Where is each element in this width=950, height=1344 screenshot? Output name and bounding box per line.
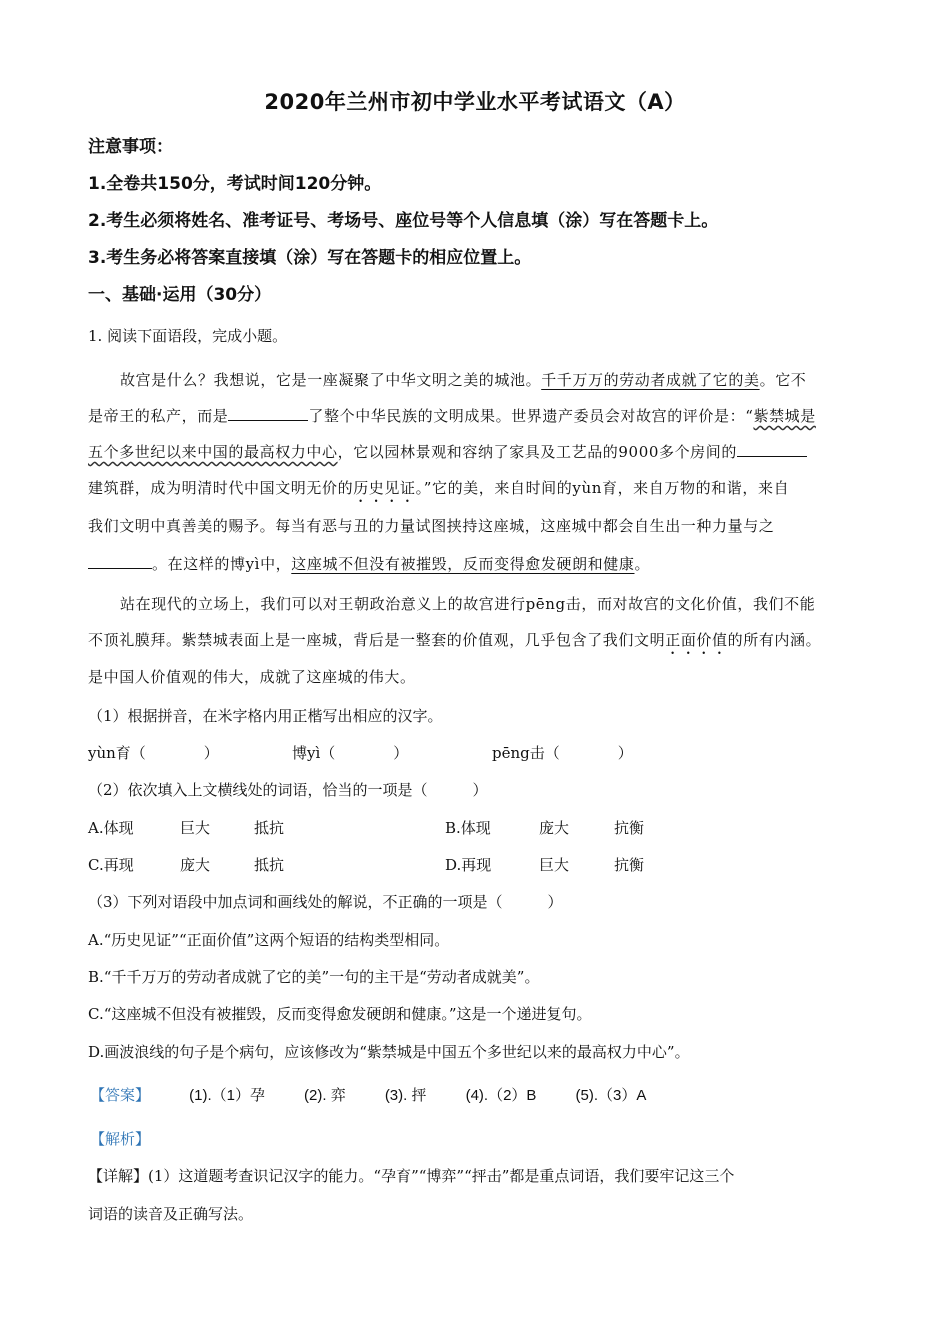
answer-tag: 【答案】 [90,1086,151,1104]
pinyin-item [292,742,408,763]
passage-text: 。 [634,555,651,573]
underlined-sentence: 千千万万的劳动者成就了它的美 [541,371,760,389]
subquestion-prompt: （1）根据拼音，在米字格内用正楷写出相应的汉字。 [88,707,443,725]
passage-text: ，它以园林景观和容纳了家具及工艺品的9000多个房间的 [337,443,737,461]
passage-text: 的所有内涵。 [727,631,822,649]
wavy-sentence: 五个多世纪以来中国的最高权力中心 [88,443,338,461]
page-title: 2020年兰州市初中学业水平考试语文（A） [264,90,686,114]
option-d-word3: 抗衡 [614,856,645,874]
pinyin-close: ） [617,744,633,762]
dotted-word: 正面价值 [665,631,728,649]
pinyin-item [492,742,633,763]
fill-blank [737,442,807,457]
option-d: D.画波浪线的句子是个病句，应该修改为“紫禁城是中国五个多世纪以来的最高权力中心”。 [88,1043,690,1061]
passage-text: 。在这样的博yì中， [152,555,292,573]
subquestion-prompt: （3）下列对语段中加点词和画线处的解说，不正确的一项是（ ） [88,893,563,911]
pinyin-text: yùn育（ [88,744,146,762]
option-d-word2: 巨大 [539,856,570,874]
passage-text: 不顶礼膜拜。紫禁城表面上是一座城，背后是一整套的价值观，几乎包含了我们文明 [88,631,666,649]
section-heading: 一、基础·运用（30分） [88,285,272,305]
passage-text: 。”它的美，来自时间的yùn育，来自万物的和谐，来自 [415,479,790,497]
passage-line [88,405,816,426]
fill-blank [88,554,152,569]
notice-item: 1.全卷共150分，考试时间120分钟。 [88,174,382,194]
option-c-word2: 庞大 [180,856,211,874]
analysis-detail: 【详解】(1）这道题考查识记汉字的能力。“孕育”“博弈”“抨击”都是重点词语，我们要牢记这三个 [88,1167,735,1185]
passage-line [88,441,807,462]
answer-item: (4).（2）B [465,1087,537,1104]
answer-item: (3). 抨 [384,1087,427,1104]
answer-item: (2). 弈 [304,1087,346,1104]
passage-text: 是帝王的私产，而是 [88,407,229,425]
notice-item: 3.考生务必将答案直接填（涂）写在答题卡的相应位置上。 [88,248,532,268]
option-a-word3: 抵抗 [254,819,285,837]
answer-item: (1).（1）孕 [189,1087,265,1104]
passage-line [88,477,789,506]
underlined-sentence: 这座城不但没有被摧毁，反而变得愈发硬朗和健康 [291,555,635,573]
passage-line [88,629,821,658]
passage-text: 。它不 [759,371,807,389]
passage-text: 了整个中华民族的文明成果。世界遗产委员会对故宫的评价是：“ [308,407,754,425]
answer-item: (5).（3）A [575,1087,647,1104]
passage-line: 站在现代的立场上，我们可以对王朝政治意义上的故宫进行pēng击，而对故宫的文化价值，我们不能 [120,595,816,613]
analysis-detail: 词语的读音及正确写法。 [88,1205,254,1223]
passage-line: 我们文明中真善美的赐予。每当有恶与丑的力量试图挟持这座城，这座城中都会自生出一种力量与之 [88,517,775,535]
pinyin-close: ） [393,744,409,762]
answer-row [90,1084,646,1105]
option-b-word3: 抗衡 [614,819,645,837]
passage-line [88,553,650,574]
option-b-word1: B.体现 [445,819,491,837]
passage-line: 是中国人价值观的伟大，成就了这座城的伟大。 [88,668,416,686]
pinyin-text: 博yì（ [292,744,336,762]
passage-text: 故宫是什么？我想说，它是一座凝聚了中华文明之美的城池。 [120,371,542,389]
fill-blank [228,406,308,421]
option-c-word1: C.再现 [88,856,134,874]
question-stem: 1. 阅读下面语段，完成小题。 [88,327,288,345]
option-a-word2: 巨大 [180,819,211,837]
wavy-sentence: 紫禁城是 [753,407,816,425]
option-c-word3: 抵抗 [254,856,285,874]
option-c: C.“这座城不但没有被摧毁，反而变得愈发硬朗和健康。”这是一个递进复句。 [88,1005,592,1023]
subquestion-prompt: （2）依次填入上文横线处的词语，恰当的一项是（ ） [88,781,488,799]
notice-item: 2.考生必须将姓名、准考证号、考场号、座位号等个人信息填（涂）写在答题卡上。 [88,211,719,231]
passage-line [120,369,806,390]
pinyin-close: ） [203,744,219,762]
option-d-word1: D.再现 [445,856,492,874]
option-b: B.“千千万万的劳动者成就了它的美”一句的主干是“劳动者成就美”。 [88,968,540,986]
analysis-tag: 【解析】 [90,1130,151,1148]
dotted-word: 历史见证 [353,479,416,497]
option-a-word1: A.体现 [88,819,134,837]
passage-text: 建筑群，成为明清时代中国文明无价的 [88,479,354,497]
notice-heading: 注意事项： [88,137,173,157]
option-b-word2: 庞大 [539,819,570,837]
pinyin-text: pēng击（ [492,744,560,762]
pinyin-item [88,742,219,763]
option-a: A.“历史见证”“正面价值”这两个短语的结构类型相同。 [88,931,450,949]
